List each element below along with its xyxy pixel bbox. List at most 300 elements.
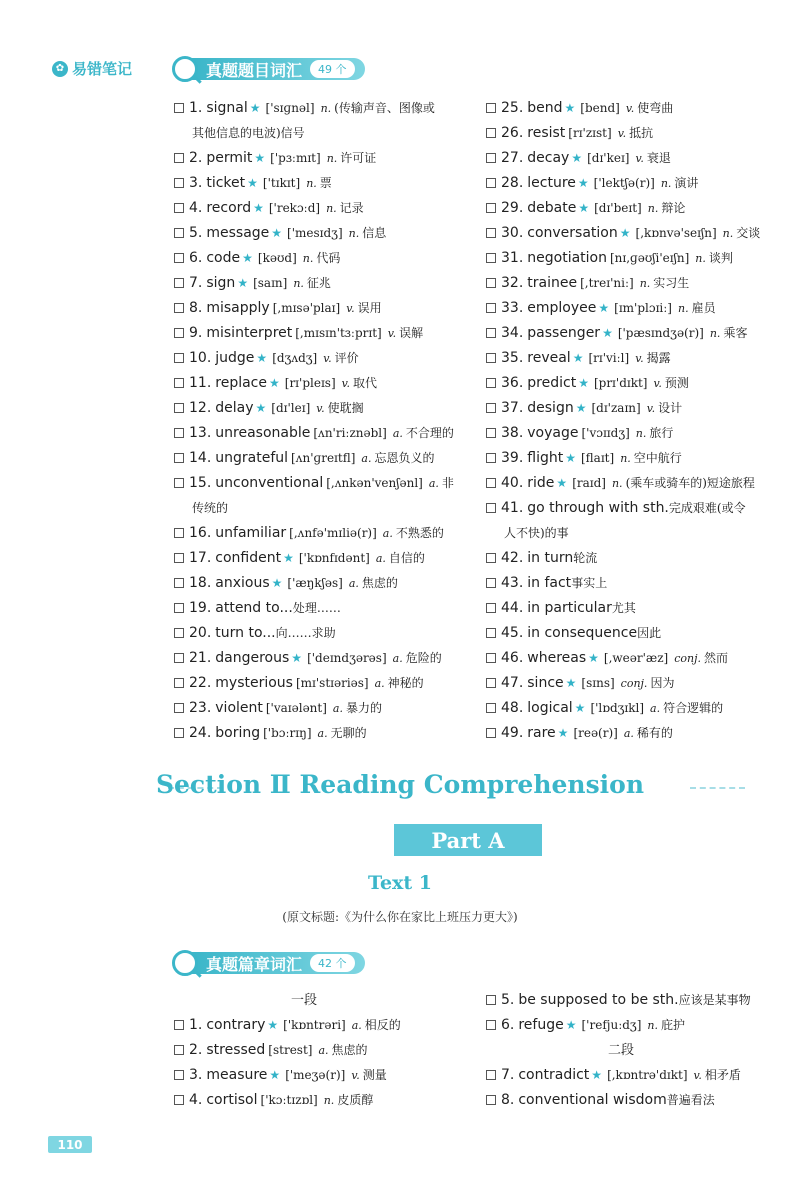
item-meaning: 神秘的 (387, 676, 424, 690)
item-phonetic: ['mesɪdʒ] (287, 226, 343, 240)
item-meaning: 取代 (353, 376, 378, 390)
item-meaning: 忘恩负义的 (374, 451, 435, 465)
checkbox[interactable] (486, 153, 496, 163)
checkbox[interactable] (486, 995, 496, 1005)
item-meaning: 然而 (703, 651, 728, 665)
item-word: negotiation (527, 250, 607, 266)
item-number: 7. (501, 1067, 515, 1083)
checkbox[interactable] (174, 253, 184, 263)
logo (52, 58, 132, 79)
item-pos: n. (323, 1094, 335, 1107)
star-icon: ★ (598, 301, 610, 315)
item-phonetic: [strest] (268, 1043, 313, 1057)
item-phonetic: [,kɒnvə'seɪʃn] (635, 226, 717, 240)
checkbox[interactable] (174, 453, 184, 463)
vocab-item (486, 596, 786, 621)
checkbox[interactable] (486, 303, 496, 313)
item-meaning: 谈判 (708, 251, 733, 265)
item-phonetic: ['deɪndʒərəs] (307, 651, 387, 665)
star-icon: ★ (571, 151, 583, 165)
item-phonetic: [rɪ'zɪst] (568, 126, 612, 140)
item-number: 1. (189, 1017, 203, 1033)
item-number: 14. (189, 450, 212, 466)
item-word: flight (527, 450, 564, 466)
item-pos: a. (650, 702, 661, 715)
star-icon: ★ (254, 151, 266, 165)
star-icon: ★ (247, 176, 258, 190)
item-phonetic: ['meʒə(r)] (285, 1068, 346, 1082)
star-icon: ★ (556, 476, 568, 490)
item-number: 23. (189, 700, 212, 716)
item-pos: v. (635, 352, 644, 365)
star-icon: ★ (255, 401, 267, 415)
item-pos: a. (332, 702, 343, 715)
vocab-item (486, 446, 786, 471)
item-pos: v. (387, 327, 397, 340)
item-word: turn to... (215, 625, 276, 641)
item-pos: conj. (620, 677, 648, 690)
item-number: 5. (501, 992, 515, 1008)
vocab-item (174, 596, 474, 621)
item-word: employee (527, 300, 597, 316)
magnifier-icon (172, 950, 198, 976)
item-pos: v. (341, 377, 351, 390)
vocab-item (174, 546, 474, 571)
item-pos: n. (306, 177, 317, 190)
decorative-dashes (690, 787, 745, 789)
checkbox[interactable] (174, 328, 184, 338)
checkbox[interactable] (486, 278, 496, 288)
passage-header-title: 真题篇章词汇 (206, 954, 303, 974)
star-icon: ★ (557, 726, 569, 740)
item-word: unreasonable (215, 425, 311, 441)
item-meaning: 事实上 (571, 576, 608, 590)
item-number: 17. (189, 550, 212, 566)
checkbox[interactable] (486, 578, 496, 588)
star-icon: ★ (267, 1018, 279, 1032)
checkbox[interactable] (486, 178, 496, 188)
vocab-item (486, 571, 786, 596)
passage-header-count: 42 个 (310, 954, 355, 972)
checkbox[interactable] (174, 478, 184, 488)
checkbox[interactable] (486, 378, 496, 388)
item-pos: n. (709, 327, 721, 340)
checkbox[interactable] (174, 578, 184, 588)
vocab-item (174, 221, 474, 246)
item-meaning: 票 (319, 176, 332, 190)
item-phonetic: [reə(r)] (573, 726, 618, 740)
item-meaning: 暴力的 (345, 701, 382, 715)
checkbox[interactable] (174, 203, 184, 213)
star-icon: ★ (572, 351, 584, 365)
item-phonetic: [dɪ'leɪ] (271, 401, 311, 415)
item-number: 25. (501, 100, 524, 116)
item-pos: v. (316, 402, 325, 415)
item-meaning: 轮流 (573, 551, 598, 565)
item-word: code (206, 250, 241, 266)
item-pos: a. (392, 652, 403, 665)
vocab-item (486, 696, 786, 721)
vocab-item (174, 671, 474, 696)
item-phonetic: [prɪ'dɪkt] (593, 376, 648, 390)
item-phonetic: [rɪ'viːl] (588, 351, 630, 365)
item-number: 18. (189, 575, 212, 591)
page-number: 110 (48, 1136, 92, 1153)
item-meaning: 危险的 (405, 651, 442, 665)
checkbox[interactable] (174, 603, 184, 613)
item-pos: a. (351, 1019, 362, 1032)
item-number: 19. (189, 600, 212, 616)
item-pos: a. (428, 477, 439, 490)
checkbox[interactable] (174, 678, 184, 688)
item-number: 20. (189, 625, 212, 641)
checkbox[interactable] (174, 178, 184, 188)
checkbox[interactable] (486, 103, 496, 113)
item-number: 22. (189, 675, 212, 691)
item-pos: n. (620, 452, 631, 465)
star-icon: ★ (591, 1068, 603, 1082)
vocab-item (174, 1013, 474, 1038)
vocab-header (172, 56, 365, 82)
vocab-item (174, 321, 474, 346)
item-word: predict (527, 375, 577, 391)
item-word: contrary (206, 1017, 266, 1033)
item-word: lecture (527, 175, 576, 191)
checkbox[interactable] (174, 628, 184, 638)
item-pos: v. (653, 377, 662, 390)
checkbox[interactable] (486, 353, 496, 363)
checkbox[interactable] (174, 153, 184, 163)
item-pos: n. (302, 252, 314, 265)
item-pos: a. (348, 577, 359, 590)
item-pos: v. (646, 402, 656, 415)
item-pos: n. (293, 277, 304, 290)
vocab-item (174, 1038, 474, 1063)
item-word: resist (527, 125, 566, 141)
item-meaning: 稀有的 (636, 726, 673, 740)
item-pos: n. (695, 252, 706, 265)
item-meaning: 完成艰难(或令 (668, 501, 746, 515)
item-meaning: 应该是某事物 (678, 993, 751, 1007)
vocab-list-right (486, 96, 786, 746)
item-meaning: 记录 (339, 201, 364, 215)
item-phonetic: [bend] (580, 101, 620, 115)
vocab-item (174, 621, 474, 646)
checkbox[interactable] (174, 103, 184, 113)
item-meaning: 无聊的 (330, 726, 367, 740)
item-meaning: 评价 (334, 351, 359, 365)
checkbox[interactable] (486, 628, 496, 638)
star-icon: ★ (271, 226, 283, 240)
item-phonetic: ['refjuːdʒ] (581, 1018, 642, 1032)
item-number: 9. (189, 325, 203, 341)
vocab-item (174, 296, 474, 321)
item-meaning: 自信的 (388, 551, 425, 565)
item-word: misapply (206, 300, 270, 316)
checkbox[interactable] (486, 1095, 496, 1105)
item-phonetic: ['kɒnfɪdənt] (298, 551, 370, 565)
item-meaning: 焦虑的 (331, 1043, 368, 1057)
checkbox[interactable] (486, 253, 496, 263)
checkbox[interactable] (486, 703, 496, 713)
item-pos: v. (346, 302, 355, 315)
item-number: 37. (501, 400, 524, 416)
checkbox[interactable] (486, 1070, 496, 1080)
item-pos: a. (392, 427, 403, 440)
item-number: 27. (501, 150, 524, 166)
item-word: judge (215, 350, 255, 366)
item-word: voyage (527, 425, 579, 441)
item-number: 10. (189, 350, 212, 366)
item-word: conversation (527, 225, 618, 241)
item-word: conventional wisdom (518, 1092, 667, 1108)
passage-header (172, 950, 365, 976)
item-meaning: 揭露 (646, 351, 671, 365)
checkbox[interactable] (486, 328, 496, 338)
item-number: 8. (501, 1092, 515, 1108)
item-number: 12. (189, 400, 212, 416)
logo-text: 易错笔记 (72, 60, 133, 78)
item-pos: a. (374, 677, 385, 690)
item-phonetic: [,ʌnfə'mɪliə(r)] (289, 526, 377, 540)
item-word: permit (206, 150, 253, 166)
vocab-item (486, 421, 786, 446)
item-meaning: 交谈 (736, 226, 761, 240)
item-pos: n. (722, 227, 734, 240)
item-meaning: 辩论 (661, 201, 686, 215)
item-meaning: 测量 (362, 1068, 387, 1082)
passage-list-left (174, 988, 474, 1113)
vocab-item (486, 121, 786, 146)
item-meaning: 许可证 (340, 151, 377, 165)
item-word: record (206, 200, 252, 216)
checkbox[interactable] (174, 653, 184, 663)
checkbox[interactable] (486, 228, 496, 238)
item-pos: n. (647, 1019, 658, 1032)
item-word: design (527, 400, 574, 416)
item-number: 7. (189, 275, 203, 291)
segment-label: 二段 (607, 1043, 634, 1058)
vocab-item (486, 1063, 786, 1088)
vocab-item (174, 146, 474, 171)
item-phonetic: [saɪn] (253, 276, 288, 290)
item-word: anxious (215, 575, 270, 591)
item-number: 48. (501, 700, 524, 716)
item-number: 49. (501, 725, 524, 741)
item-meaning: 符合逻辑的 (663, 701, 724, 715)
checkbox[interactable] (486, 128, 496, 138)
item-number: 28. (501, 175, 524, 191)
checkbox[interactable] (486, 403, 496, 413)
vocab-item (486, 221, 786, 246)
item-meaning: 使弯曲 (637, 101, 674, 115)
item-word: since (527, 675, 564, 691)
vocab-item (174, 246, 474, 271)
leaf-icon: ✿ (52, 61, 68, 77)
item-pos: n. (677, 302, 689, 315)
item-number: 29. (501, 200, 524, 216)
checkbox[interactable] (174, 553, 184, 563)
checkbox[interactable] (486, 478, 496, 488)
item-meaning: 乘客 (723, 326, 748, 340)
item-meaning: 不熟悉的 (395, 526, 444, 540)
item-number: 34. (501, 325, 524, 341)
item-meaning: 空中航行 (633, 451, 682, 465)
item-number: 30. (501, 225, 524, 241)
star-icon: ★ (249, 101, 261, 115)
checkbox[interactable] (174, 728, 184, 738)
checkbox[interactable] (174, 428, 184, 438)
item-number: 47. (501, 675, 524, 691)
item-number: 35. (501, 350, 524, 366)
item-number: 40. (501, 475, 524, 491)
item-pos: n. (326, 152, 338, 165)
vocab-list-left (174, 96, 474, 746)
item-pos: n. (611, 477, 623, 490)
checkbox[interactable] (486, 503, 496, 513)
vocab-item (174, 346, 474, 371)
item-number: 11. (189, 375, 212, 391)
item-meaning: (传输声音、图像或 (334, 101, 435, 115)
star-icon: ★ (602, 326, 613, 340)
item-word: cortisol (206, 1092, 258, 1108)
checkbox[interactable] (486, 1020, 496, 1030)
item-phonetic: ['vaɪələnt] (265, 701, 327, 715)
checkbox[interactable] (174, 403, 184, 413)
item-meaning: 衰退 (646, 151, 671, 165)
item-meaning: 设计 (658, 401, 683, 415)
item-word: be supposed to be sth. (518, 992, 679, 1008)
vocab-item (174, 171, 474, 196)
item-phonetic: [,mɪsə'plaɪ] (272, 301, 341, 315)
checkbox[interactable] (486, 553, 496, 563)
vocab-item-continued (486, 521, 786, 546)
item-meaning: 使耽搁 (327, 401, 364, 415)
item-phonetic: [dɪ'keɪ] (587, 151, 630, 165)
item-word: stressed (206, 1042, 266, 1058)
checkbox[interactable] (174, 353, 184, 363)
section-title: Section Ⅱ Reading Comprehension (155, 770, 645, 799)
item-word: measure (206, 1067, 268, 1083)
item-number: 46. (501, 650, 524, 666)
item-number: 2. (189, 1042, 203, 1058)
star-icon: ★ (242, 251, 253, 265)
vocab-item (486, 671, 786, 696)
item-phonetic: ['lektʃə(r)] (593, 176, 655, 190)
checkbox[interactable] (486, 678, 496, 688)
checkbox[interactable] (174, 278, 184, 288)
star-icon: ★ (237, 276, 249, 290)
item-phonetic: ['kɒntrəri] (283, 1018, 346, 1032)
checkbox[interactable] (486, 603, 496, 613)
checkbox[interactable] (486, 428, 496, 438)
star-icon: ★ (577, 176, 589, 190)
item-phonetic: ['tɪkɪt] (262, 176, 301, 190)
star-icon: ★ (578, 201, 590, 215)
item-pos: conj. (674, 652, 701, 665)
item-number: 39. (501, 450, 524, 466)
item-word: delay (215, 400, 254, 416)
item-pos: v. (323, 352, 332, 365)
checkbox[interactable] (486, 728, 496, 738)
star-icon: ★ (283, 551, 294, 565)
checkbox[interactable] (486, 653, 496, 663)
item-meaning: 不合理的 (405, 426, 454, 440)
checkbox[interactable] (486, 203, 496, 213)
vocab-item (486, 321, 786, 346)
item-pos: a. (361, 452, 372, 465)
item-number: 4. (189, 200, 203, 216)
item-word: dangerous (215, 650, 290, 666)
item-number: 41. (501, 500, 524, 516)
item-word: logical (527, 700, 573, 716)
item-phonetic: ['sɪɡnəl] (265, 101, 315, 115)
item-phonetic: [kəʊd] (257, 251, 297, 265)
item-word: signal (206, 100, 248, 116)
checkbox[interactable] (174, 1070, 184, 1080)
checkbox[interactable] (174, 703, 184, 713)
item-number: 8. (189, 300, 203, 316)
item-phonetic: [,mɪsɪn'tɜːprɪt] (295, 326, 382, 340)
checkbox[interactable] (174, 303, 184, 313)
item-word: whereas (527, 650, 587, 666)
vocab-item (486, 1088, 786, 1113)
star-icon: ★ (256, 351, 268, 365)
item-meaning-continued: 传统的 (192, 501, 229, 515)
item-word: boring (215, 725, 261, 741)
item-word: violent (215, 700, 263, 716)
checkbox[interactable] (174, 528, 184, 538)
vocab-item-continued (174, 121, 474, 146)
vocab-item (174, 471, 474, 496)
item-meaning: 因此 (637, 626, 662, 640)
checkbox[interactable] (174, 378, 184, 388)
item-word: unfamiliar (215, 525, 287, 541)
item-number: 5. (189, 225, 203, 241)
item-pos: n. (348, 227, 360, 240)
item-number: 21. (189, 650, 212, 666)
vocab-item (174, 96, 474, 121)
vocab-item (486, 196, 786, 221)
item-meaning: 处理…… (292, 601, 341, 615)
checkbox[interactable] (486, 453, 496, 463)
item-phonetic: [,treɪ'niː] (580, 276, 634, 290)
item-number: 31. (501, 250, 524, 266)
item-meaning: 相反的 (364, 1018, 401, 1032)
vocab-header-count: 49 个 (310, 60, 355, 78)
passage-list-right (486, 988, 786, 1113)
item-meaning: 焦虑的 (361, 576, 398, 590)
item-phonetic: [raɪd] (572, 476, 606, 490)
item-pos: n. (660, 177, 672, 190)
item-meaning: 误解 (399, 326, 424, 340)
checkbox[interactable] (174, 1045, 184, 1055)
checkbox[interactable] (174, 1095, 184, 1105)
item-phonetic: ['lɒdʒɪkl] (590, 701, 645, 715)
item-number: 43. (501, 575, 524, 591)
item-phonetic: [,weər'æz] (603, 651, 669, 665)
item-number: 3. (189, 1067, 203, 1083)
item-meaning: 征兆 (306, 276, 331, 290)
part-label: Part A (394, 824, 542, 856)
item-phonetic: [nɪ,ɡəʊʃi'eɪʃn] (609, 251, 690, 265)
checkbox[interactable] (174, 1020, 184, 1030)
vocab-item (486, 296, 786, 321)
item-phonetic: [,kɒntrə'dɪkt] (607, 1068, 688, 1082)
checkbox[interactable] (174, 228, 184, 238)
vocab-item (486, 96, 786, 121)
text-label: Text 1 (368, 872, 432, 894)
